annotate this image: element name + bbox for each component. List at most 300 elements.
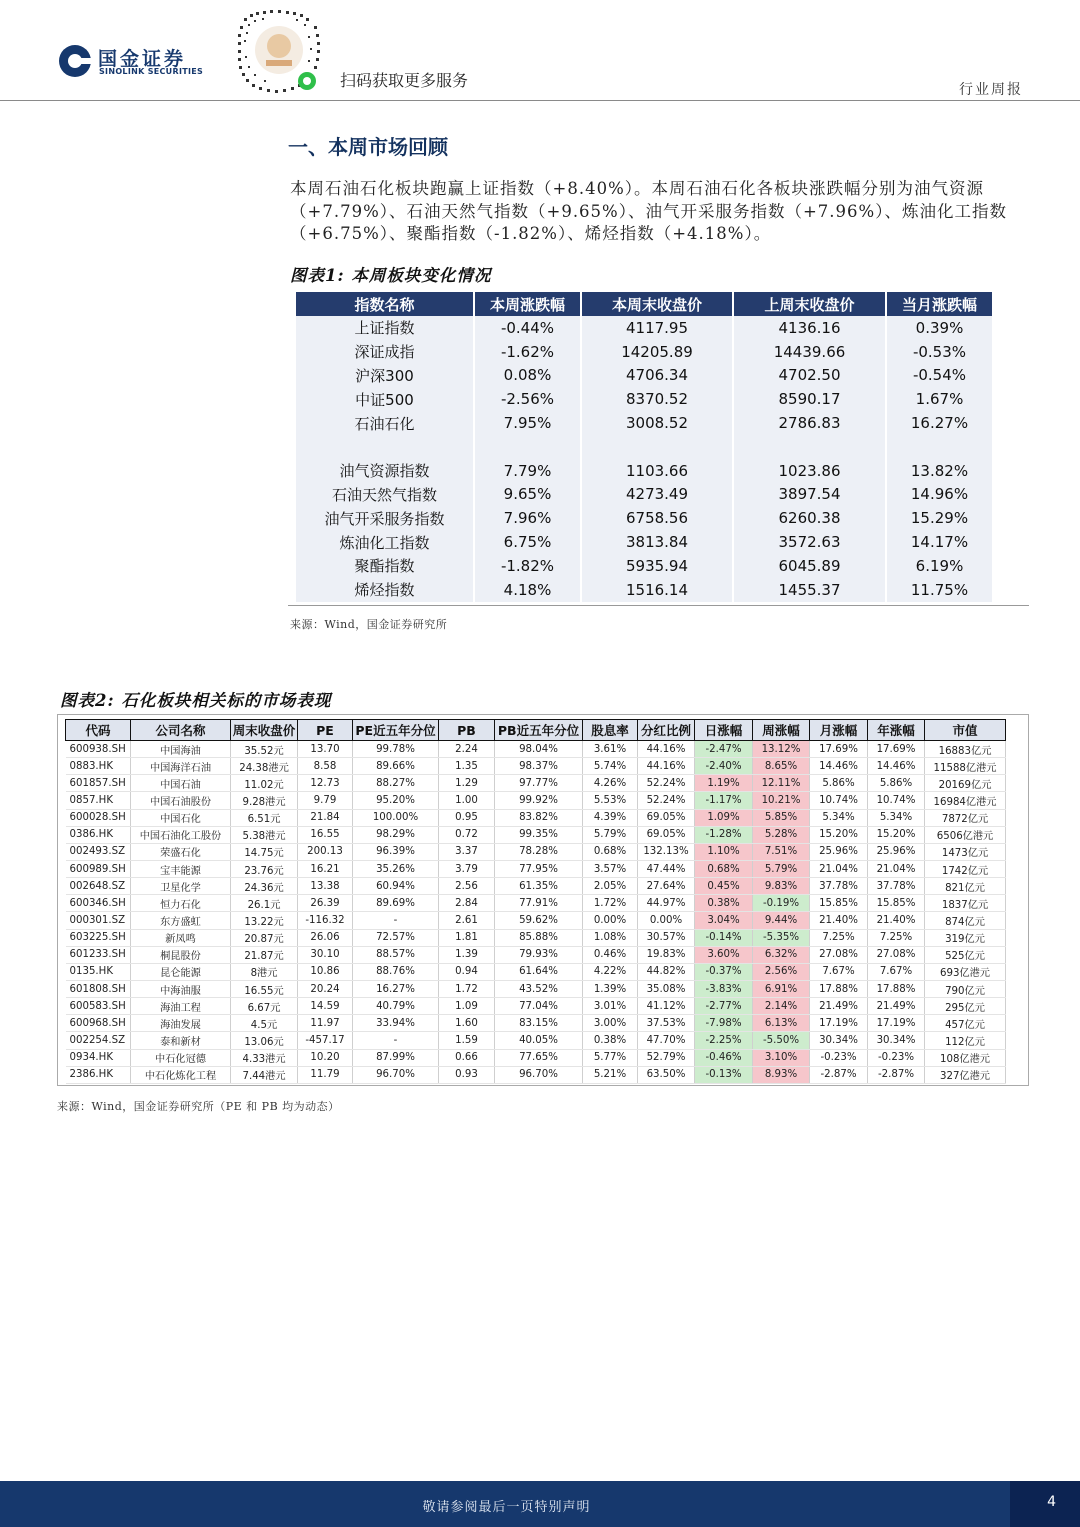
page-number: 4: [1047, 1494, 1056, 1510]
company-name-cell: 卫星化学: [131, 878, 231, 895]
table-cell: 1.39%: [583, 980, 638, 997]
table-cell: 13.70: [298, 741, 353, 758]
footer-disclaimer: 敬请参阅最后一页特别声明: [422, 1500, 591, 1515]
table-cell: 693亿港元: [925, 963, 1006, 980]
page-number-box: [1010, 1481, 1080, 1527]
table-row: [66, 980, 1006, 997]
table-cell: 9.79: [298, 792, 353, 809]
table-cell: 79.93%: [495, 946, 583, 963]
table-cell: 1.00: [439, 792, 495, 809]
table-cell: 4.33港元: [231, 1049, 298, 1066]
table-cell: 112亿元: [925, 1032, 1006, 1049]
table-cell: 61.64%: [495, 963, 583, 980]
table-cell: 4.22%: [583, 963, 638, 980]
table-cell: 5.53%: [583, 792, 638, 809]
table-cell: 12.11%: [753, 775, 810, 792]
table-cell: -0.44%: [474, 316, 581, 340]
table-row: [66, 775, 1006, 792]
column-header: PB: [439, 720, 495, 741]
table-cell: 1742亿元: [925, 860, 1006, 877]
stock-performance-table: [65, 719, 1006, 1084]
table-cell: 4117.95: [581, 316, 733, 340]
table-cell: 沪深300: [296, 364, 474, 388]
table-cell: 0.95: [439, 809, 495, 826]
table-cell: 457亿元: [925, 1015, 1006, 1032]
logo-text-en: SINOLINK SECURITIES: [99, 67, 204, 76]
table-cell: 97.77%: [495, 775, 583, 792]
table-row: [66, 912, 1006, 929]
table-cell: 52.24%: [638, 775, 695, 792]
table-cell: 25.96%: [810, 843, 868, 860]
table-cell: 99.35%: [495, 826, 583, 843]
company-name-cell: 中国海洋石油: [131, 758, 231, 775]
table-cell: 深证成指: [296, 340, 474, 364]
table-cell: 4702.50: [733, 364, 886, 388]
table-cell: -: [353, 1032, 439, 1049]
table-cell: 6758.56: [581, 506, 733, 530]
stock-code-cell: 600989.SH: [66, 860, 131, 877]
table-cell: 0.00%: [583, 912, 638, 929]
table-cell: 26.06: [298, 929, 353, 946]
stock-code-cell: 000301.SZ: [66, 912, 131, 929]
table-cell: 9.83%: [753, 878, 810, 895]
table-cell: 石油石化: [296, 411, 474, 435]
table-cell: 6506亿港元: [925, 826, 1006, 843]
company-name-cell: 中国海油: [131, 741, 231, 758]
table-cell: 11.79: [298, 1066, 353, 1083]
table-cell: 1473亿元: [925, 843, 1006, 860]
table-cell: 6.91%: [753, 980, 810, 997]
table-row: [66, 1049, 1006, 1066]
table-cell: 14439.66: [733, 340, 886, 364]
table-cell: 6045.89: [733, 554, 886, 578]
column-header: 指数名称: [296, 292, 474, 316]
table-cell: 1.35: [439, 758, 495, 775]
table-cell: 11.75%: [886, 578, 992, 602]
table-cell: 25.96%: [868, 843, 925, 860]
table-cell: 61.35%: [495, 878, 583, 895]
table-cell: 5.79%: [583, 826, 638, 843]
company-name-cell: 中国石油: [131, 775, 231, 792]
table-cell: 30.57%: [638, 929, 695, 946]
table-cell: 44.82%: [638, 963, 695, 980]
table-cell: 7.96%: [474, 506, 581, 530]
table-cell: 14.46%: [868, 758, 925, 775]
table-cell: 44.16%: [638, 758, 695, 775]
table-cell: 83.15%: [495, 1015, 583, 1032]
table-row: [66, 929, 1006, 946]
table-cell: 26.39: [298, 895, 353, 912]
table-cell: 17.69%: [810, 741, 868, 758]
table-cell: 11.97: [298, 1015, 353, 1032]
table-cell: [886, 435, 992, 459]
table-cell: 40.05%: [495, 1032, 583, 1049]
table-cell: 30.10: [298, 946, 353, 963]
column-header: 周末收盘价: [231, 720, 298, 741]
table-cell: 4273.49: [581, 483, 733, 507]
table-cell: 2.56: [439, 878, 495, 895]
table-cell: 10.21%: [753, 792, 810, 809]
table-cell: 37.78%: [810, 878, 868, 895]
table-cell: 8.93%: [753, 1066, 810, 1083]
company-name-cell: 中石化冠德: [131, 1049, 231, 1066]
table-cell: 13.38: [298, 878, 353, 895]
table-cell: 15.85%: [868, 895, 925, 912]
table-cell: 16.21: [298, 860, 353, 877]
table-cell: 8590.17: [733, 387, 886, 411]
table-row: [296, 387, 992, 411]
company-name-cell: 昆仑能源: [131, 963, 231, 980]
table-cell: 14.17%: [886, 530, 992, 554]
table-cell: 3897.54: [733, 483, 886, 507]
table-cell: 7.67%: [810, 963, 868, 980]
table-cell: 1023.86: [733, 459, 886, 483]
table-cell: 98.29%: [353, 826, 439, 843]
table-row: [66, 1066, 1006, 1083]
stock-code-cell: 601857.SH: [66, 775, 131, 792]
qr-caption: 扫码获取更多服务: [340, 71, 469, 90]
table-cell: 0.72: [439, 826, 495, 843]
table-row: [66, 741, 1006, 758]
column-header: 本周末收盘价: [581, 292, 733, 316]
table-cell: 83.82%: [495, 809, 583, 826]
table-cell: 63.50%: [638, 1066, 695, 1083]
table-cell: -116.32: [298, 912, 353, 929]
table-cell: 5.21%: [583, 1066, 638, 1083]
table-cell: 77.91%: [495, 895, 583, 912]
stock-code-cell: 600583.SH: [66, 998, 131, 1015]
table-cell: 3.10%: [753, 1049, 810, 1066]
column-header: 日涨幅: [695, 720, 753, 741]
table-cell: 2.61: [439, 912, 495, 929]
table-cell: 77.95%: [495, 860, 583, 877]
table-cell: 7872亿元: [925, 809, 1006, 826]
table-cell: -0.46%: [695, 1049, 753, 1066]
stock-code-cell: 002254.SZ: [66, 1032, 131, 1049]
table-cell: 16.55元: [231, 980, 298, 997]
table-cell: 13.82%: [886, 459, 992, 483]
table-cell: 87.99%: [353, 1049, 439, 1066]
stock-code-cell: 002493.SZ: [66, 843, 131, 860]
table-header-row: [66, 720, 1006, 741]
table-cell: 16984亿港元: [925, 792, 1006, 809]
table-cell: -0.37%: [695, 963, 753, 980]
table-cell: 88.76%: [353, 963, 439, 980]
table-row: [296, 554, 992, 578]
table-cell: 1103.66: [581, 459, 733, 483]
table-bottom-rule: [288, 605, 1029, 606]
table-row: [66, 998, 1006, 1015]
table-row: [66, 1032, 1006, 1049]
table-cell: 10.74%: [810, 792, 868, 809]
table-cell: 石油天然气指数: [296, 483, 474, 507]
table-cell: 5.79%: [753, 860, 810, 877]
table-row: [66, 963, 1006, 980]
table-cell: -2.87%: [868, 1066, 925, 1083]
table-cell: 3.04%: [695, 912, 753, 929]
company-name-cell: 中国石油化工股份: [131, 826, 231, 843]
table-cell: 14.59: [298, 998, 353, 1015]
table-cell: 17.88%: [810, 980, 868, 997]
table-cell: 0.45%: [695, 878, 753, 895]
table-cell: 2.56%: [753, 963, 810, 980]
table-cell: 821亿元: [925, 878, 1006, 895]
figure1-source: 来源：Wind，国金证券研究所: [290, 618, 448, 631]
table-cell: 0.94: [439, 963, 495, 980]
column-header: 上周末收盘价: [733, 292, 886, 316]
table-cell: 7.79%: [474, 459, 581, 483]
table-cell: 3.37: [439, 843, 495, 860]
table-cell: 6.51元: [231, 809, 298, 826]
table-cell: -1.28%: [695, 826, 753, 843]
table-cell: 0.68%: [695, 860, 753, 877]
table-cell: 21.84: [298, 809, 353, 826]
table-cell: 1516.14: [581, 578, 733, 602]
column-header: PE近五年分位: [353, 720, 439, 741]
table-cell: 21.40%: [868, 912, 925, 929]
table-cell: 30.34%: [868, 1032, 925, 1049]
table-cell: 6.13%: [753, 1015, 810, 1032]
table-cell: -2.25%: [695, 1032, 753, 1049]
table-cell: 3.60%: [695, 946, 753, 963]
table-cell: 17.19%: [810, 1015, 868, 1032]
table-row: [66, 878, 1006, 895]
company-name-cell: 荣盛石化: [131, 843, 231, 860]
table-cell: 5.85%: [753, 809, 810, 826]
table-cell: 9.28港元: [231, 792, 298, 809]
table-cell: [581, 435, 733, 459]
table-cell: 1.72%: [583, 895, 638, 912]
table-cell: 9.44%: [753, 912, 810, 929]
company-name-cell: 宝丰能源: [131, 860, 231, 877]
table-cell: 26.1元: [231, 895, 298, 912]
table-cell: 2.84: [439, 895, 495, 912]
table-cell: 77.65%: [495, 1049, 583, 1066]
table-cell: 10.86: [298, 963, 353, 980]
table-cell: 525亿元: [925, 946, 1006, 963]
table-cell: 27.08%: [810, 946, 868, 963]
table-cell: 19.83%: [638, 946, 695, 963]
table-cell: 5.86%: [810, 775, 868, 792]
company-name-cell: 恒力石化: [131, 895, 231, 912]
company-name-cell: 海油工程: [131, 998, 231, 1015]
company-name-cell: 中石化炼化工程: [131, 1066, 231, 1083]
column-header: 年涨幅: [868, 720, 925, 741]
table-cell: 1.09: [439, 998, 495, 1015]
table-cell: 319亿元: [925, 929, 1006, 946]
logo-text-cn: 国金证券: [98, 48, 187, 70]
page-footer: [0, 1481, 1080, 1527]
table-cell: 3.61%: [583, 741, 638, 758]
table-cell: 69.05%: [638, 809, 695, 826]
table-cell: 21.04%: [810, 860, 868, 877]
table-cell: 1.67%: [886, 387, 992, 411]
table-cell: 6.32%: [753, 946, 810, 963]
table-cell: 13.22元: [231, 912, 298, 929]
table-cell: 聚酯指数: [296, 554, 474, 578]
table-cell: 6.75%: [474, 530, 581, 554]
table-cell: 44.97%: [638, 895, 695, 912]
table-row: [66, 758, 1006, 775]
table-cell: 8.65%: [753, 758, 810, 775]
table-cell: 3.00%: [583, 1015, 638, 1032]
table-cell: 5.34%: [810, 809, 868, 826]
table-cell: 3.57%: [583, 860, 638, 877]
stock-code-cell: 601808.SH: [66, 980, 131, 997]
table-cell: 15.20%: [868, 826, 925, 843]
table-cell: 132.13%: [638, 843, 695, 860]
table-cell: 1.81: [439, 929, 495, 946]
table-cell: -1.62%: [474, 340, 581, 364]
table-cell: 16.27%: [353, 980, 439, 997]
column-header: 公司名称: [131, 720, 231, 741]
column-header: 月涨幅: [810, 720, 868, 741]
table-cell: 10.20: [298, 1049, 353, 1066]
table-cell: 5.77%: [583, 1049, 638, 1066]
table-cell: 14.75元: [231, 843, 298, 860]
table-cell: 0.68%: [583, 843, 638, 860]
table-cell: -2.87%: [810, 1066, 868, 1083]
table-cell: 23.76元: [231, 860, 298, 877]
table-cell: 69.05%: [638, 826, 695, 843]
figure1-title: 图表1: 本周板块变化情况: [290, 266, 492, 285]
table-cell: -2.47%: [695, 741, 753, 758]
column-header: 分红比例: [638, 720, 695, 741]
table-cell: 17.69%: [868, 741, 925, 758]
table-cell: 21.04%: [868, 860, 925, 877]
table-cell: 14.46%: [810, 758, 868, 775]
table-cell: 47.44%: [638, 860, 695, 877]
table-cell: 0.38%: [583, 1032, 638, 1049]
table-cell: 8港元: [231, 963, 298, 980]
stock-code-cell: 600968.SH: [66, 1015, 131, 1032]
table-cell: 30.34%: [810, 1032, 868, 1049]
stock-code-cell: 0386.HK: [66, 826, 131, 843]
table-cell: 20169亿元: [925, 775, 1006, 792]
table-row: [66, 860, 1006, 877]
company-name-cell: 东方盛虹: [131, 912, 231, 929]
column-header: 周涨幅: [753, 720, 810, 741]
table-cell: 6.19%: [886, 554, 992, 578]
qr-code-icon[interactable]: [236, 8, 322, 94]
table-cell: 5.74%: [583, 758, 638, 775]
table-cell: 1455.37: [733, 578, 886, 602]
table-cell: 21.40%: [810, 912, 868, 929]
table-cell: 2.14%: [753, 998, 810, 1015]
table-cell: 5.38港元: [231, 826, 298, 843]
table-cell: 1.08%: [583, 929, 638, 946]
report-type-label: 行业周报: [959, 82, 1023, 98]
table-cell: 3.01%: [583, 998, 638, 1015]
table-cell: 4.18%: [474, 578, 581, 602]
table-cell: -0.53%: [886, 340, 992, 364]
table-cell: 2.24: [439, 741, 495, 758]
table-cell: 0.93: [439, 1066, 495, 1083]
table-cell: 44.16%: [638, 741, 695, 758]
table-cell: -: [353, 912, 439, 929]
table-cell: 5.34%: [868, 809, 925, 826]
table-cell: -7.98%: [695, 1015, 753, 1032]
column-header: 市值: [925, 720, 1006, 741]
table-cell: 16.55: [298, 826, 353, 843]
table-cell: 油气开采服务指数: [296, 506, 474, 530]
stock-code-cell: 0883.HK: [66, 758, 131, 775]
table-cell: 88.27%: [353, 775, 439, 792]
table-cell: 99.92%: [495, 792, 583, 809]
stock-code-cell: 2386.HK: [66, 1066, 131, 1083]
column-header: PE: [298, 720, 353, 741]
table-cell: 13.06元: [231, 1032, 298, 1049]
summary-paragraph: 本周石油石化板块跑赢上证指数（+8.40%）。本周石油石化各板块涨跌幅分别为油气资源（+7.79%）、石油天然气指数（+9.65%）、油气开采服务指数（+7.96%）、炼油化工指数（+6.75%）、聚酯指数（-1.82%）、烯烃指数（+4.18%）。: [290, 179, 1007, 243]
table-cell: 1.29: [439, 775, 495, 792]
table-cell: 27.08%: [868, 946, 925, 963]
table-cell: 15.85%: [810, 895, 868, 912]
table-cell: 5935.94: [581, 554, 733, 578]
table-cell: 1.19%: [695, 775, 753, 792]
table-cell: -0.19%: [753, 895, 810, 912]
figure2-source: 来源：Wind，国金证券研究所（PE 和 PB 均为动态）: [57, 1100, 340, 1113]
table-cell: -0.54%: [886, 364, 992, 388]
table-cell: 21.87元: [231, 946, 298, 963]
table-cell: 41.12%: [638, 998, 695, 1015]
table-cell: -1.17%: [695, 792, 753, 809]
table-cell: -0.13%: [695, 1066, 753, 1083]
table-cell: 20.24: [298, 980, 353, 997]
table-cell: 1.10%: [695, 843, 753, 860]
table-cell: 89.69%: [353, 895, 439, 912]
table-cell: 烯烃指数: [296, 578, 474, 602]
table-cell: 15.20%: [810, 826, 868, 843]
table-cell: 85.88%: [495, 929, 583, 946]
table-row: [296, 316, 992, 340]
table-cell: 油气资源指数: [296, 459, 474, 483]
table-cell: 77.04%: [495, 998, 583, 1015]
stock-table-frame: [57, 714, 1029, 1086]
table-cell: 33.94%: [353, 1015, 439, 1032]
page-header: [0, 0, 1080, 101]
table-cell: 0.38%: [695, 895, 753, 912]
table-cell: 43.52%: [495, 980, 583, 997]
table-row: [296, 530, 992, 554]
table-cell: 790亿元: [925, 980, 1006, 997]
table-cell: 11.02元: [231, 775, 298, 792]
table-cell: [296, 435, 474, 459]
table-cell: 7.51%: [753, 843, 810, 860]
table-cell: 37.53%: [638, 1015, 695, 1032]
figure2-title: 图表2: 石化板块相关标的市场表现: [60, 691, 332, 710]
stock-code-cell: 601233.SH: [66, 946, 131, 963]
table-cell: -5.50%: [753, 1032, 810, 1049]
table-cell: 24.38港元: [231, 758, 298, 775]
table-cell: 11588亿港元: [925, 758, 1006, 775]
table-cell: 3813.84: [581, 530, 733, 554]
table-cell: 2.05%: [583, 878, 638, 895]
table-cell: 15.29%: [886, 506, 992, 530]
table-cell: 99.78%: [353, 741, 439, 758]
table-cell: -1.82%: [474, 554, 581, 578]
table-cell: 1.09%: [695, 809, 753, 826]
table-cell: 72.57%: [353, 929, 439, 946]
table-row: [296, 459, 992, 483]
table-cell: -457.17: [298, 1032, 353, 1049]
stock-code-cell: 0934.HK: [66, 1049, 131, 1066]
table-row: [296, 411, 992, 435]
table-row: [296, 506, 992, 530]
table-cell: 0.46%: [583, 946, 638, 963]
table-cell: 200.13: [298, 843, 353, 860]
table-cell: -3.83%: [695, 980, 753, 997]
table-cell: 96.70%: [495, 1066, 583, 1083]
